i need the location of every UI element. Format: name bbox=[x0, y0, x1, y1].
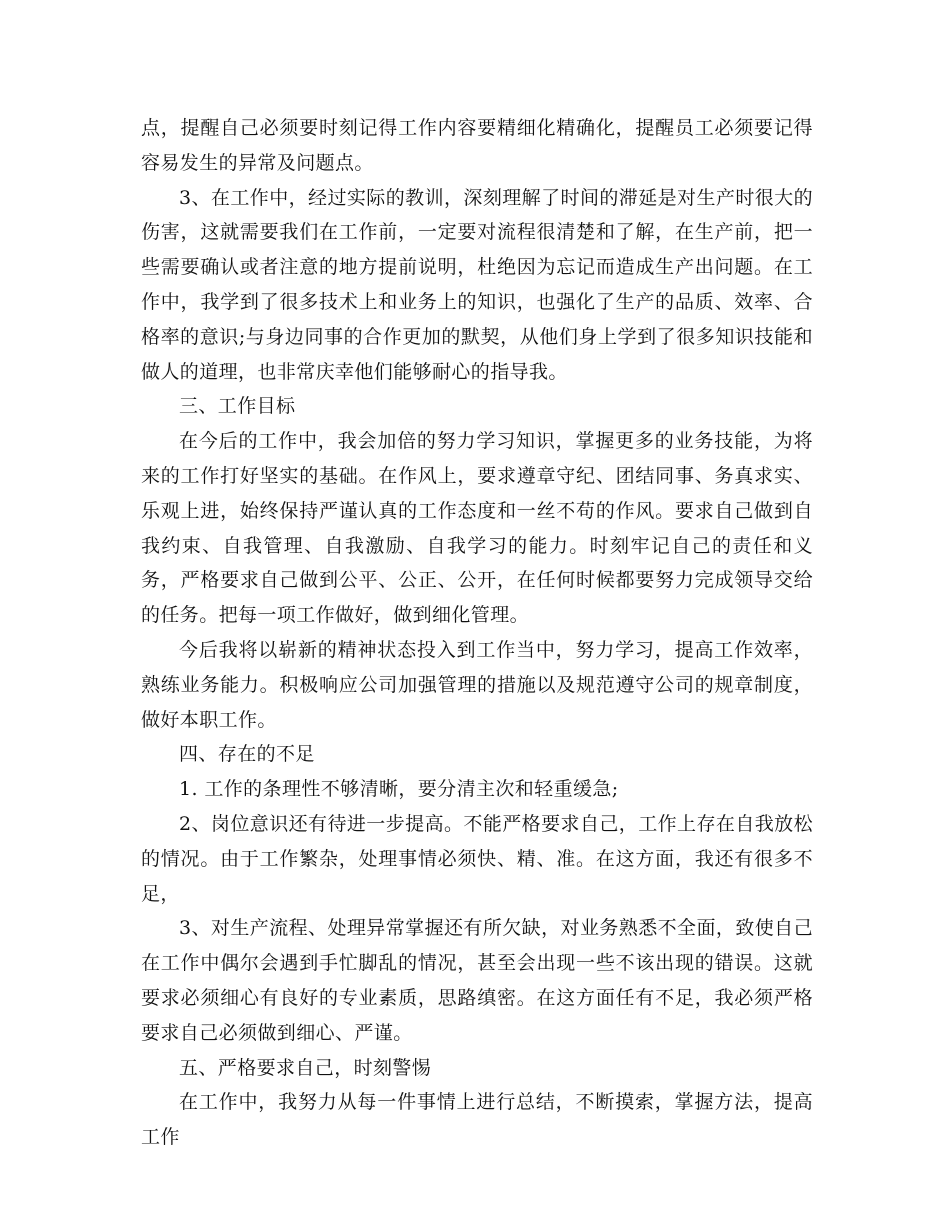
paragraph-strict: 在工作中，我努力从每一件事情上进行总结，不断摸索，掌握方法，提高工作 bbox=[141, 1091, 813, 1149]
paragraph-goals: 在今后的工作中，我会加倍的努力学习知识，掌握更多的业务技能，为将来的工作打好坚实的基础。在作风上，要求遵章守纪、团结同事、务真求实、乐观上进，始终保持严谨认真的工作态度和一丝不苟的作风。要求自己做到自我约束、自我管理、自我激励、自我学习的能力。时刻牢记自己的责任和义务，严格要求自己做到公平、公正、公开，在任何时候都要努力完成领导交给的任务。把每一项工作做好，做到细化管理。 bbox=[141, 430, 813, 627]
section-heading-shortcomings: 四、存在的不足 bbox=[179, 743, 315, 766]
paragraph-item-3: 3、在工作中，经过实际的教训，深刻理解了时间的滞延是对生产时很大的伤害，这就需要我们在工作前，一定要对流程很清楚和了解，在生产前，把一些需要确认或者注意的地方提前说明，杜绝因为忘记而造成生产出问题。在工作中，我学到了很多技术上和业务上的知识，也强化了生产的品质、效率、合格率的意识;与身边同事的合作更加的默契，从他们身上学到了很多知识技能和做人的道理，也非常庆幸他们能够耐心的指导我。 bbox=[141, 186, 813, 383]
section-heading-strict: 五、严格要求自己，时刻警惕 bbox=[179, 1056, 432, 1079]
paragraph-continued: 点，提醒自己必须要时刻记得工作内容要精细化精确化，提醒员工必须要记得容易发生的异常及问题点。 bbox=[141, 117, 813, 174]
document-page bbox=[141, 111, 813, 1155]
paragraph-future: 今后我将以崭新的精神状态投入到工作当中，努力学习，提高工作效率，熟练业务能力。积极响应公司加强管理的措施以及规范遵守公司的规章制度，做好本职工作。 bbox=[141, 638, 813, 731]
section-heading-goals: 三、工作目标 bbox=[179, 395, 296, 418]
paragraph-shortcoming-3: 3、对生产流程、处理异常掌握还有所欠缺，对业务熟悉不全面，致使自己在工作中偶尔会遇到手忙脚乱的情况，甚至会出现一些不该出现的错误。这就要求必须细心有良好的专业素质，思路缜密。在这方面任有不足，我必须严格要求自己必须做到细心、严谨。 bbox=[141, 917, 813, 1044]
paragraph-shortcoming-1: 1. 工作的条理性不够清晰，要分清主次和轻重缓急; bbox=[179, 778, 619, 801]
paragraph-shortcoming-2: 2、岗位意识还有待进一步提高。不能严格要求自己，工作上存在自我放松的情况。由于工作繁杂，处理事情必须快、精、准。在这方面，我还有很多不足， bbox=[141, 812, 813, 905]
